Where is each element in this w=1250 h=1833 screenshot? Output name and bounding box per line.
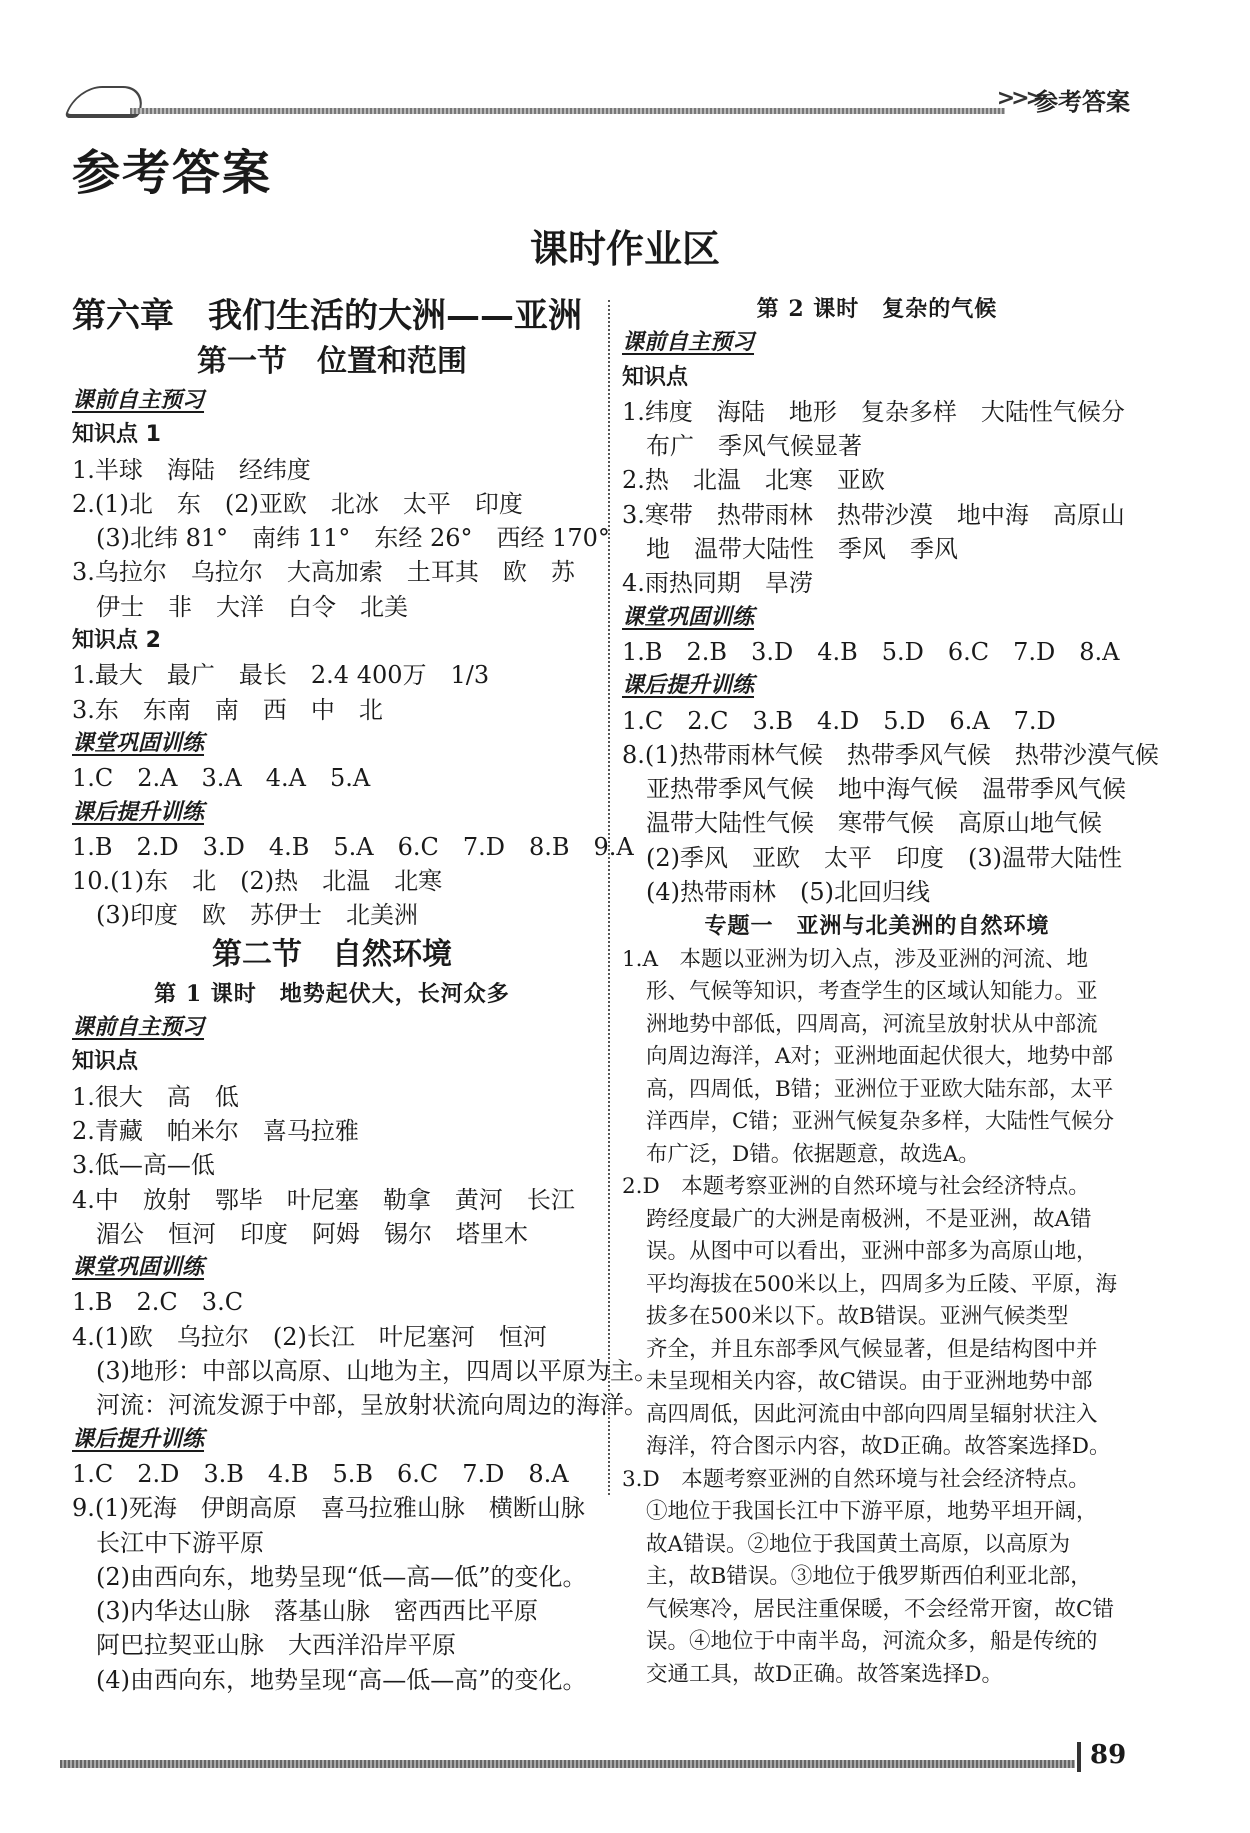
answer-line: 1.C 2.C 3.B 4.D 5.D 6.A 7.D [622,706,1056,735]
answer-line-continued: (4)热带雨林 (5)北回归线 [646,878,930,907]
page-header [60,78,1135,118]
answer-line-continued: (4)由西向东，地势呈现“高—低—高”的变化。 [96,1665,587,1694]
answer-line: 3.乌拉尔 乌拉尔 大高加索 土耳其 欧 苏 [72,558,575,587]
answer-line-continued: 温带大陆性气候 寒带气候 高原山地气候 [646,809,1102,838]
explanation-line-continued: 齐全，并且东部季风气候显著，但是结构图中并 [646,1336,1098,1362]
answer-line-continued: (3)北纬 81° 南纬 11° 东经 26° 西经 170° [96,524,610,553]
chapter-title: 第六章 我们生活的大洲——亚洲 [72,296,582,336]
answer-line: 1.B 2.C 3.C [72,1288,244,1317]
exercise-heading: 课堂巩固训练 [72,1255,205,1281]
exercise-heading: 课后提升训练 [72,1426,205,1452]
explanation-line-continued: 主，故B错误。③地位于俄罗斯西伯利亚北部， [646,1564,1092,1590]
answer-line: 2.(1)北 东 (2)亚欧 北冰 太平 印度 [72,489,523,518]
explanation-line-continued: 交通工具，故D正确。故答案选择D。 [646,1661,1003,1687]
answer-line: 1.B 2.B 3.D 4.B 5.D 6.C 7.D 8.A [622,637,1120,666]
explanation-line-continued: 形、气候等知识，考查学生的区域认知能力。亚 [646,979,1098,1005]
answer-line-continued: (2)季风 亚欧 太平 印度 (3)温带大陆性 [646,843,1122,872]
explanation-line-continued: 跨经度最广的大洲是南极洲，不是亚洲，故A错 [646,1206,1092,1232]
answer-line: 9.(1)死海 伊朗高原 喜马拉雅山脉 横断山脉 [72,1494,585,1523]
explanation-line: 2.D 本题考察亚洲的自然环境与社会经济特点。 [622,1174,1090,1200]
explanation-line: 1.A 本题以亚洲为切入点，涉及亚洲的河流、地 [622,946,1089,972]
answer-line: 1.C 2.D 3.B 4.B 5.B 6.C 7.D 8.A [72,1459,569,1488]
section-heading: 第二节 自然环境 [212,936,452,972]
answer-line-continued: (3)内华达山脉 落基山脉 密西西比平原 [96,1597,538,1626]
explanation-line-continued: 误。从图中可以看出，亚洲中部多为高原山地， [646,1239,1098,1265]
answer-line: 1.纬度 海陆 地形 复杂多样 大陆性气候分 [622,397,1125,426]
answer-line-continued: (3)地形：中部以高原、山地为主，四周以平原为主。 [96,1357,658,1386]
answer-line: 1.半球 海陆 经纬度 [72,455,311,484]
explanation-line-continued: 向周边海洋，A对；亚洲地面起伏很大，地势中部 [646,1044,1114,1070]
answer-line: 2.热 北温 北寒 亚欧 [622,466,885,495]
explanation-line-continued: 高四周低，因此河流由中部向四周呈辐射状注入 [646,1401,1098,1427]
explanation-line-continued: 洲地势中部低，四周高，河流呈放射状从中部流 [646,1011,1098,1037]
explanation-line-continued: ①地位于我国长江中下游平原，地势平坦开阔， [646,1499,1098,1525]
explanation-line-continued: 高，四周低，B错；亚洲位于亚欧大陆东部，太平 [646,1076,1114,1102]
page-number: 89 [1090,1740,1127,1770]
answer-line: 2.青藏 帕米尔 喜马拉雅 [72,1116,359,1145]
answer-line-continued: 伊士 非 大洋 白令 北美 [96,592,408,621]
answer-line: 4.雨热同期 旱涝 [622,569,813,598]
explanation-line-continued: 故A错误。②地位于我国黄土高原，以高原为 [646,1531,1071,1557]
exercise-heading: 课前自主预习 [622,330,755,356]
exercise-heading: 课后提升训练 [622,673,755,699]
answer-line-continued: 布广 季风气候显著 [646,432,862,461]
exercise-heading: 课堂巩固训练 [72,730,205,756]
answer-line-continued: 地 温带大陆性 季风 季风 [646,535,958,564]
explanation-line-continued: 未呈现相关内容，故C错误。由于亚洲地势中部 [646,1369,1093,1395]
right-column [622,292,1159,1691]
knowledge-point-label: 知识点 1 [72,422,161,448]
explanation-line-continued: 平均海拔在500米以上，四周多为丘陵、平原，海 [646,1271,1118,1297]
explanation-line: 3.D 本题考察亚洲的自然环境与社会经济特点。 [622,1466,1090,1492]
chevrons-icon: >>> [996,86,1040,111]
explanation-line-continued: 海洋，符合图示内容，故D正确。故答案选择D。 [646,1434,1111,1460]
explanation-line-continued: 洋西岸，C错；亚洲气候复杂多样，大陆性气候分 [646,1109,1114,1135]
answer-line: 10.(1)东 北 (2)热 北温 北寒 [72,867,443,896]
explanation-line-continued: 误。④地位于中南半岛，河流众多，船是传统的 [646,1629,1098,1655]
exercise-heading: 课前自主预习 [72,388,205,413]
lesson-title: 第 2 课时 复杂的气候 [756,296,998,322]
knowledge-point-label: 知识点 [622,364,689,390]
page-title: 参考答案 [72,145,273,201]
section-title: 课时作业区 [529,227,720,271]
footer-rule [60,1760,1075,1768]
header-label: 参考答案 [1034,88,1130,116]
header-rule [130,108,1005,114]
answer-line: 8.(1)热带雨林气候 热带季风气候 热带沙漠气候 [622,740,1159,769]
left-column [72,292,658,1697]
answer-line: 1.很大 高 低 [72,1082,239,1111]
footer-tick [1077,1742,1081,1772]
exercise-heading: 课堂巩固训练 [622,604,755,630]
answer-line: 1.B 2.D 3.D 4.B 5.A 6.C 7.D 8.B 9.A [72,832,634,861]
answer-line: 3.低—高—低 [72,1151,215,1180]
knowledge-point-label: 知识点 [72,1049,139,1075]
exercise-heading: 课前自主预习 [72,1015,205,1041]
answer-line: 4.中 放射 鄂毕 叶尼塞 勒拿 黄河 长江 [72,1185,575,1214]
knowledge-point-label: 知识点 2 [72,628,161,654]
answer-line-continued: 湄公 恒河 印度 阿姆 锡尔 塔里木 [96,1219,528,1248]
column-divider [608,300,610,1495]
answer-line-continued: 河流：河流发源于中部，呈放射状流向周边的海洋。 [96,1391,648,1420]
explanation-line-continued: 拔多在500米以下。故B错误。亚洲气候类型 [646,1304,1069,1330]
answer-line-continued: 亚热带季风气候 地中海气候 温带季风气候 [646,775,1126,804]
explanation-line-continued: 气候寒冷，居民注重保暖，不会经常开窗，故C错 [646,1596,1114,1622]
lesson-title: 专题一 亚洲与北美洲的自然环境 [704,913,1050,940]
answer-line-continued: (2)由西向东，地势呈现“低—高—低”的变化。 [96,1562,587,1591]
answer-line-continued: 阿巴拉契亚山脉 大西洋沿岸平原 [96,1631,456,1660]
answer-line: 4.(1)欧 乌拉尔 (2)长江 叶尼塞河 恒河 [72,1322,547,1351]
answer-line: 1.最大 最广 最长 2.4 400万 1/3 [72,661,490,690]
answer-line: 1.C 2.A 3.A 4.A 5.A [72,764,371,793]
answer-line: 3.东 东南 南 西 中 北 [72,695,383,724]
section-heading: 第一节 位置和范围 [197,344,467,379]
answer-line-continued: 长江中下游平原 [96,1528,264,1557]
explanation-line-continued: 布广泛，D错。依据题意，故选A。 [646,1141,980,1167]
exercise-heading: 课后提升训练 [72,799,205,825]
answer-line-continued: (3)印度 欧 苏伊士 北美洲 [96,901,418,930]
answer-line: 3.寒带 热带雨林 热带沙漠 地中海 高原山 [622,500,1125,529]
lesson-title: 第 1 课时 地势起伏大，长河众多 [154,980,510,1007]
